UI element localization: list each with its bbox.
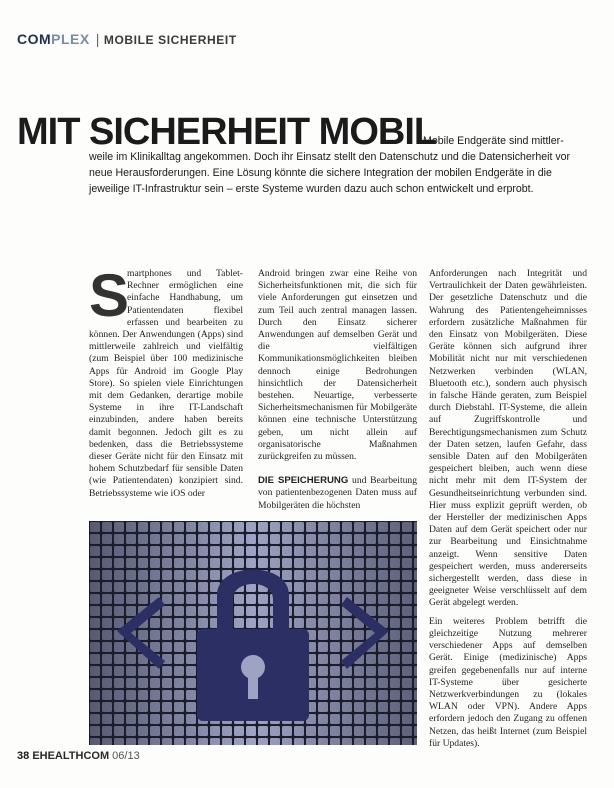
drop-cap: S: [89, 262, 130, 329]
column-3-text-b: Ein weiteres Problem betrifft die gleichzeitige Nutzung mehrerer verschiedener Apps auf demselben Gerät. Einige (medizinische) Apps greifen gegebenenfalls nur auf interne IT-Systeme über gesicherte Netzwerkverbindungen zu (lokales WLAN oder VPN). Andere Apps erfordern jedoch den Zugang zu offenen Netzen, das heißt Internet (zum Beispiel für Updates).: [429, 615, 587, 749]
page-number: 38: [17, 750, 30, 762]
subheading: DIE SPEICHERUNG: [258, 475, 349, 487]
lead-text: weile im Klinikalltag angekommen. Doch ihr Einsatz stellt den Datenschutz und die Datensicherheit vor neue Herausforderungen. Eine Lösung könnte die sichere Integration der mobilen Endgeräte in die jeweilige IT-Infrastruktur sein – erste Systeme wurden dazu auch schon entwickelt und erprobt.: [89, 151, 571, 195]
column-1-text: martphones und Tablet-Rechner ermöglichen eine einfache Handhabung, um Patientendaten flexibel erfassen und bearbeiten zu können. Der Anwendungen (Apps) sind mittlerweile zahlreich und vielfältig (zum Beispiel über 100 medizinische Apps für Android im Google Play Store). So spielen viele Einrichtungen mit dem Gedanken, derartige mobile Systeme in ihre IT-Landschaft einzubinden, andere haben bereits damit begonnen. Jedoch gilt es zu bedenken, dass die Betriebssysteme dieser Geräte nicht für den Einsatz mit hohem Schutzbedarf für sensible Daten (wie Patientendaten) konzipiert sind. Betriebssysteme wie iOS oder: [89, 268, 243, 499]
text-column-3: [429, 268, 587, 750]
column-3-text: Anforderungen nach Integrität und Vertraulichkeit der Daten gewährleisten. Der gesetzliche Datenschutz und die Wahrung des Patientengeheimnisses erfordern zusätzliche Maßnahmen für den Einsatz von Mobilgeräten. Diese Geräte können sich aufgrund ihrer Mobilität nicht nur mit verschiedenen Netzwerken verbinden (WLAN, Bluetooth etc.), sondern auch physisch in falsche Hände geraten, zum Beispiel durch Diebstahl. IT-Systeme, die allein auf Zugriffskontrolle und Berechtigungsmechanismen zum Schutz der Daten setzen, laufen Gefahr, dass sensible Daten auf den Mobilgeräten gespeichert bleiben, auch wenn diese nicht mehr mit dem IT-System der Gesundheitseinrichtung verbunden sind. Hier muss explizit geprüft werden, ob der Hersteller der medizinischen Apps Daten auf dem Gerät speichert oder nur zur Bearbeitung und Einsichtnahme anzeigt. Wenn sensitive Daten gespeichert werden, muss andererseits sichergestellt werden, dass diese in geeigneter Weise verschlüsselt auf dem Gerät abgelegt werden.: [429, 268, 587, 609]
header-separator: |: [95, 31, 100, 47]
article-photo: [89, 521, 417, 745]
lead-first-line: Mobile Endgeräte sind mittler-: [423, 135, 564, 147]
column-2-text: Android bringen zwar eine Reihe von Sicherheitsfunktionen mit, die sich für viele Anforderungen gut einsetzen und zum Teil auch zentral managen lassen. Durch den Einsatz sicherer Anwendungen auf demselben Gerät und die vielfältigen Kommunikationsmöglichkeiten bleiben dennoch einige Bedrohungen hinsichtlich der Datensicherheit bestehen. Neuartige, verbesserte Sicherheitsmechanismen für Mobilgeräte können eine technische Unterstützung geben, um nicht allein auf organisatorische Maßnahmen zurückgreifen zu müssen.: [258, 268, 417, 463]
padlock-icon: [89, 521, 417, 745]
text-column-1: [89, 262, 243, 500]
text-column-2: [258, 268, 417, 512]
column-2-text-b: und Bearbeitung von patientenbezogenen Daten muss auf Mobilgeräten die höchsten: [258, 475, 417, 511]
section-label: MOBILE SICHERHEIT: [103, 33, 237, 47]
article-title: MIT SICHERHEIT MOBIL: [17, 111, 437, 153]
brand-plex: PLEX: [51, 31, 90, 47]
page-header: [17, 31, 237, 47]
brand-com: COM: [17, 31, 52, 47]
page-footer: [17, 750, 140, 762]
issue-number: 06/13: [112, 750, 140, 762]
magazine-name: EHEALTHCOM: [32, 750, 110, 762]
